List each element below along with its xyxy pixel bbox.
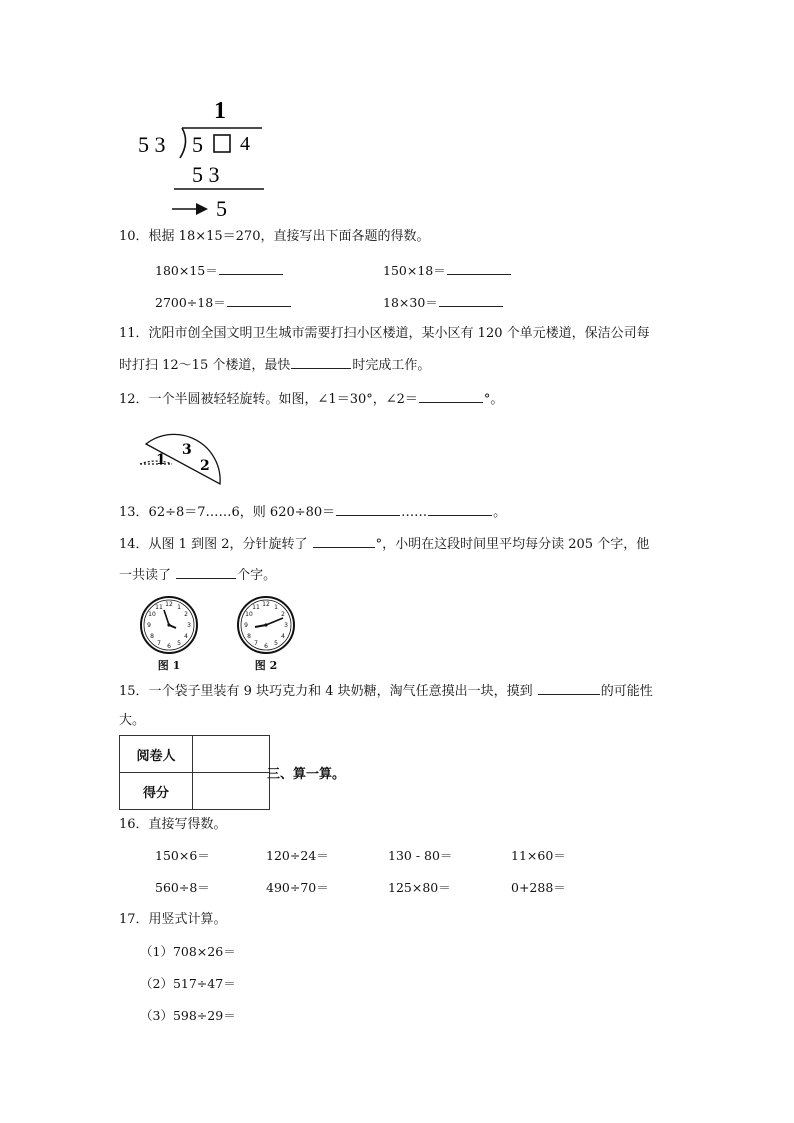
svg-text:3: 3 [187,622,191,629]
score-cell[interactable] [193,773,270,810]
question-12: 12．一个半圆被轻轻旋转。如图，∠1＝30°，∠2＝ °。 [119,388,503,410]
dividend-first-digit: 5 [192,132,203,157]
missing-digit-box [214,135,230,152]
answer-blank[interactable] [419,388,483,403]
answer-blank[interactable] [291,354,351,369]
question-15-line2: 大。 [119,713,146,728]
divisor-digits: 5 3 [138,132,166,157]
svg-text:10: 10 [148,611,156,618]
svg-text:7: 7 [157,640,161,647]
svg-text:4: 4 [184,633,188,640]
q16-item: 11×60＝ [511,848,566,863]
question-13: 13．62÷8＝7……6，则 620÷80＝ …… 。 [119,501,506,523]
q17-item: （1）708×26＝ [140,944,236,959]
angle-label-1: 1 [156,452,166,468]
svg-text:8: 8 [150,633,154,640]
q17-item: （3）598÷29＝ [140,1008,236,1023]
answer-blank[interactable] [227,292,291,307]
section-title: 三、算一算。 [267,767,346,782]
q16-item: 150×6＝ [155,848,210,863]
answer-blank[interactable] [428,501,492,516]
q16-item: 130 - 80＝ [388,848,453,863]
svg-text:12: 12 [262,601,270,608]
question-11-line1: 11．沈阳市创全国文明卫生城市需要打扫小区楼道，某小区有 120 个单元楼道，保洁公司每 [119,326,650,341]
answer-blank[interactable] [538,680,600,695]
q10-item: 180×15＝ [155,260,284,281]
svg-text:10: 10 [245,611,253,618]
question-14-line2: 一共读了 个字。 [119,564,276,586]
svg-text:2: 2 [184,611,188,618]
q16-item: 125×80＝ [388,880,451,895]
grader-cell[interactable] [193,736,270,773]
score-label: 得分 [120,773,193,810]
score-table [119,735,270,810]
svg-text:9: 9 [244,622,248,629]
answer-blank[interactable] [447,260,511,275]
q16-item: 490÷70＝ [266,880,329,895]
svg-text:6: 6 [264,643,268,650]
svg-text:1: 1 [177,604,181,611]
question-10: 10．根据 18×15＝270，直接写出下面各题的得数。 [119,229,430,244]
svg-text:5: 5 [274,640,278,647]
remainder-digit: 5 [216,196,227,221]
svg-text:2: 2 [281,611,285,618]
svg-text:12: 12 [165,601,173,608]
angle-label-2: 2 [200,458,210,474]
answer-blank[interactable] [439,292,503,307]
q10-item: 2700÷18＝ [155,292,292,313]
svg-text:6: 6 [167,643,171,650]
rotated-semicircle-figure [136,414,231,489]
q17-item: （2）517÷47＝ [140,976,236,991]
grader-label: 阅卷人 [120,736,193,773]
svg-text:11: 11 [252,604,260,611]
svg-text:4: 4 [281,633,285,640]
q16-item: 120÷24＝ [266,848,329,863]
clock-figure-2 [233,594,299,670]
svg-text:8: 8 [247,633,251,640]
dividend-last-digit: 4 [240,133,250,155]
svg-text:7: 7 [254,640,258,647]
svg-text:1: 1 [274,604,278,611]
q10-item: 150×18＝ [383,260,512,281]
svg-text:3: 3 [284,622,288,629]
question-16: 16．直接写得数。 [119,817,227,832]
svg-text:5: 5 [177,640,181,647]
answer-blank[interactable] [313,533,375,548]
quotient-digit: 1 [214,98,226,124]
angle-label-3: 3 [182,442,192,458]
clock-2-label: 图 2 [254,659,278,672]
question-14-line1: 14．从图 1 到图 2，分针旋转了 °，小明在这段时间里平均每分读 205 个字，他 [119,533,649,555]
long-division-figure [130,92,280,222]
question-11-line2: 时打扫 12～15 个楼道，最快 时完成工作。 [119,354,430,376]
svg-text:9: 9 [147,622,151,629]
q10-item: 18×30＝ [383,292,504,313]
answer-blank[interactable] [336,501,400,516]
q16-item: 560÷8＝ [155,880,210,895]
q16-item: 0+288＝ [511,880,566,895]
answer-blank[interactable] [219,260,283,275]
question-15-line1: 15．一个袋子里装有 9 块巧克力和 4 块奶糖，淘气任意摸出一块，摸到 的可能性 [119,680,653,702]
question-17: 17．用竖式计算。 [119,912,227,927]
product-digits: 5 3 [192,162,220,187]
clock-figure-1 [136,594,202,670]
svg-text:11: 11 [155,604,163,611]
answer-blank[interactable] [176,564,236,579]
clock-1-label: 图 1 [157,659,181,672]
